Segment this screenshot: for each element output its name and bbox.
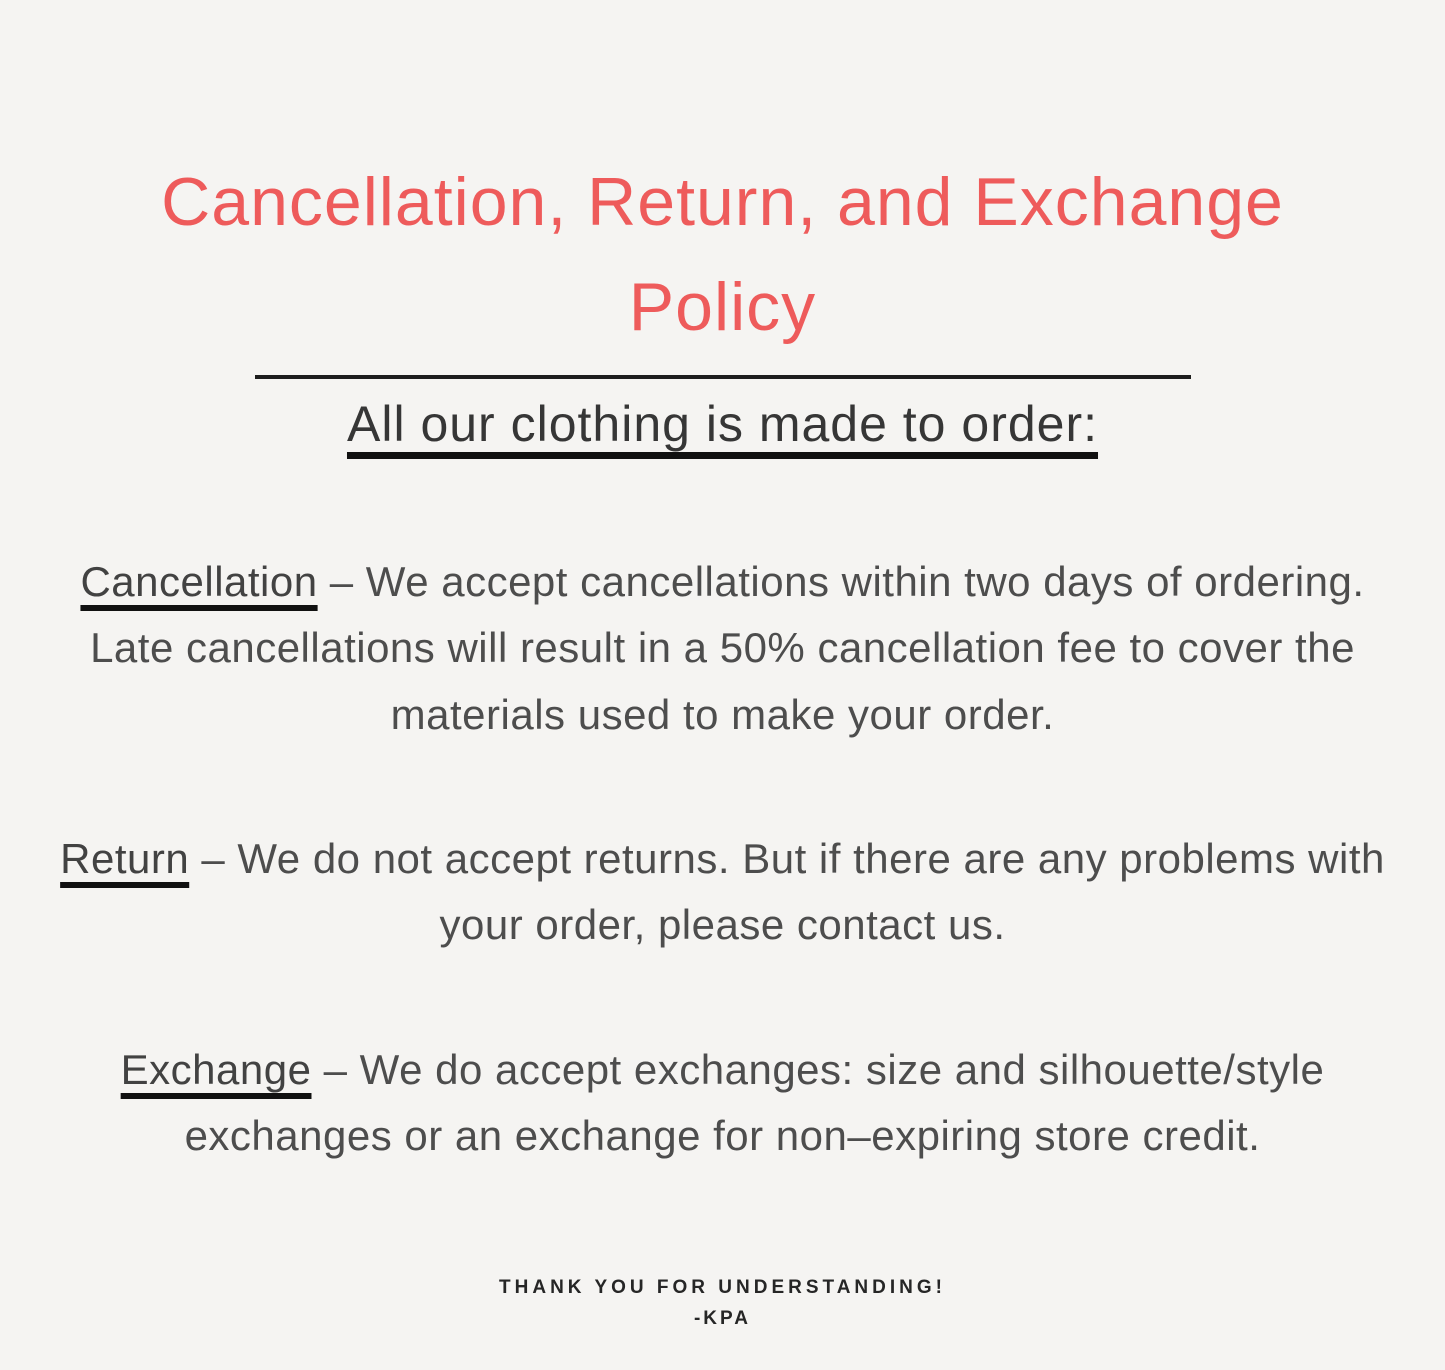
policy-section-cancellation: [58, 549, 1388, 748]
policy-section-exchange: [58, 1037, 1388, 1170]
subtitle: [0, 395, 1445, 453]
title-line-1: Cancellation, Return, and Exchange: [161, 164, 1284, 240]
page-title: [0, 150, 1445, 361]
return-text: – We do not accept returns. But if there are any problems with your order, please contact us.: [201, 834, 1385, 949]
exchange-keyword: Exchange: [120, 1045, 312, 1093]
footer: [0, 1277, 1445, 1330]
title-divider: [255, 375, 1191, 379]
footer-signature: -KPA: [693, 1308, 752, 1330]
cancellation-text: – We accept cancellations within two days of ordering. Late cancellations will result in a 50% cancellation fee to cover the materials used to make your order.: [90, 557, 1365, 738]
return-keyword: Return: [60, 834, 190, 882]
cancellation-keyword: Cancellation: [80, 557, 318, 605]
footer-thank-you: THANK YOU FOR UNDERSTANDING!: [499, 1277, 946, 1299]
title-line-2: Policy: [628, 269, 817, 346]
subtitle-text: All our clothing is made to order:: [346, 395, 1099, 452]
exchange-text: – We do accept exchanges: size and silhouette/style exchanges or an exchange for non–expiring store credit.: [184, 1045, 1325, 1159]
policy-sections: [0, 549, 1445, 1170]
policy-section-return: [58, 826, 1388, 959]
